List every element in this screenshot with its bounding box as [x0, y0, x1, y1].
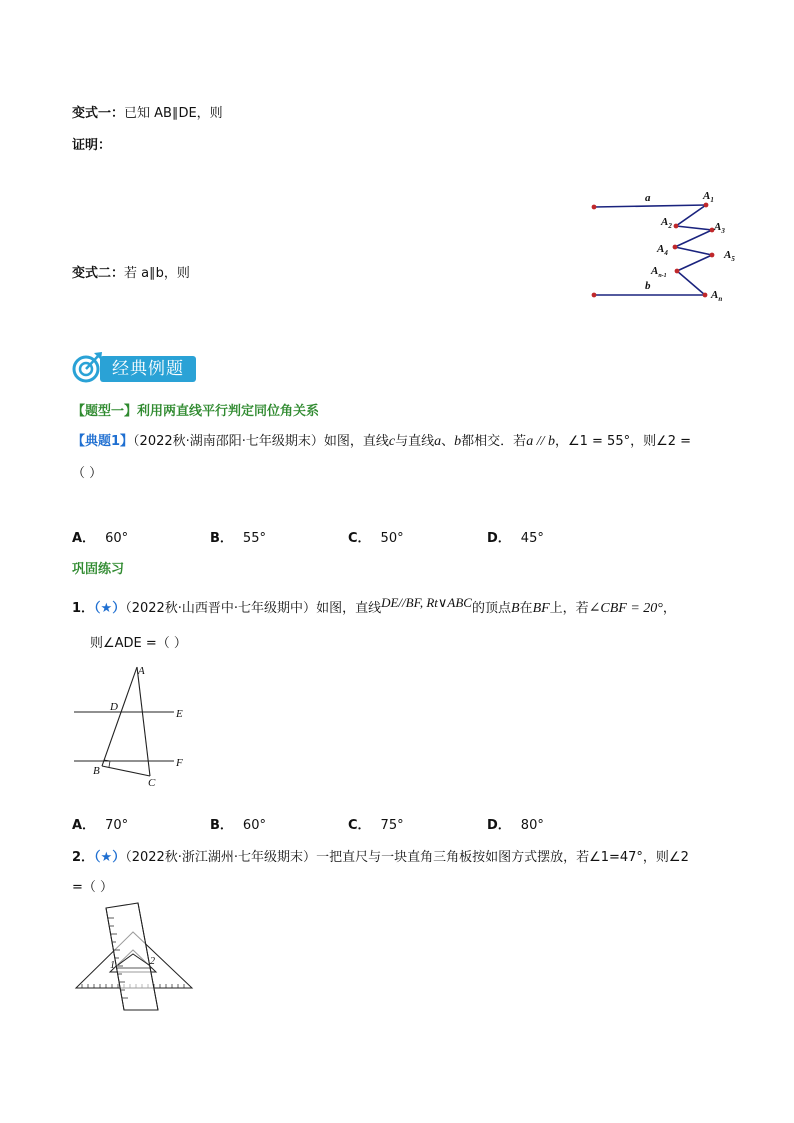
- point-A5: [710, 253, 715, 258]
- example1-option-d[interactable]: D． 45°: [487, 531, 544, 546]
- variant1-label: 变式一：: [72, 106, 125, 121]
- example1-tag: 【典题1】: [72, 434, 134, 449]
- point-A1: [704, 203, 709, 208]
- q1-option-c[interactable]: C． 75°: [348, 818, 404, 833]
- zigzag-path: [675, 205, 712, 295]
- label-b: b: [645, 280, 651, 292]
- point-An-1: [675, 269, 680, 274]
- label-An-1: $A_{n-1}$: [651, 265, 667, 279]
- q1-number: 1．: [72, 601, 95, 616]
- side-AC: [137, 667, 150, 776]
- point-A4: [673, 245, 678, 250]
- example1-question: [72, 430, 691, 450]
- label-A2: $A_2$: [661, 216, 672, 230]
- label-A4: $A_4$: [657, 243, 668, 257]
- q2-source: （2022秋·浙江湖州·七年级期末）: [125, 850, 317, 865]
- q1-line2: 则∠ADE =（ ）: [90, 636, 187, 651]
- q1-question: [72, 597, 676, 617]
- point-a-left: [592, 205, 597, 210]
- line-a: [594, 205, 706, 207]
- example1-source: （2022秋·湖南邵阳·七年级期末）: [133, 434, 324, 449]
- example1-text-d: ，∠1 = 55°，则∠2 =: [554, 434, 692, 449]
- q1-text-c: 在: [519, 601, 533, 616]
- q2-line2: =（ ）: [72, 880, 114, 895]
- fig-label-D: D: [110, 701, 118, 713]
- variant2-label: 变式二：: [72, 266, 125, 281]
- fig-label-E: E: [176, 708, 183, 720]
- variant2: [72, 262, 190, 281]
- section-banner: 经典例题: [100, 356, 196, 382]
- q2-star: （★）: [94, 850, 126, 865]
- var-a: a: [434, 434, 442, 449]
- q2-number: 2．: [72, 850, 95, 865]
- q1-var-B: B: [510, 601, 520, 616]
- fig-label-C: C: [148, 777, 156, 789]
- q1-angle-given: ∠CBF = 20°: [588, 601, 663, 616]
- q1-text-b: 的顶点: [471, 601, 511, 616]
- q1-condition: DE//BF, Rt∨ABC: [381, 595, 472, 610]
- side-AB: [102, 667, 137, 766]
- var-c: c: [388, 434, 396, 449]
- q1-source: （2022秋·山西晋中·七年级期中）: [125, 601, 317, 616]
- zigzag-figure: [585, 185, 745, 310]
- label-An: $A_n$: [711, 289, 723, 303]
- q1-option-a[interactable]: A． 70°: [72, 818, 129, 833]
- example1-text-c: 都相交．若: [461, 434, 527, 449]
- example1-option-c[interactable]: C． 50°: [348, 531, 404, 546]
- angle-1-label: 1: [110, 960, 115, 971]
- example1-text-a: 如图，直线: [323, 434, 389, 449]
- variant2-text: 若 a∥b，则: [124, 266, 190, 281]
- q1-figure: [70, 662, 200, 792]
- angle-2-label: 2: [150, 956, 155, 967]
- q1-var-BF: BF: [532, 601, 550, 616]
- example1-text-b: 与直线: [395, 434, 435, 449]
- zigzag-lines: [594, 205, 712, 295]
- q2-figure: [72, 902, 198, 1012]
- q1-option-b[interactable]: B． 60°: [210, 818, 266, 833]
- proof-label: 证明：: [72, 138, 112, 153]
- example1-condition: a // b: [526, 434, 555, 449]
- q1-text-a: 如图，直线: [316, 601, 382, 616]
- q1-text-e: ，: [662, 601, 676, 616]
- label-A3: $A_3$: [714, 221, 725, 235]
- variant1: [72, 102, 223, 121]
- q2-question: [72, 846, 689, 865]
- var-b: b: [454, 434, 462, 449]
- fig-label-A: A: [138, 665, 145, 677]
- label-A5: $A_5$: [724, 249, 735, 263]
- example1-blank: （ ）: [72, 466, 103, 481]
- q2-text: 一把直尺与一块直角三角板按如图方式摆放，若∠1=47°，则∠2: [316, 850, 689, 865]
- target-icon: [70, 350, 104, 386]
- point-An: [703, 293, 708, 298]
- point-b-left: [592, 293, 597, 298]
- fig-label-F: F: [176, 757, 183, 769]
- fig-label-B: B: [93, 765, 100, 777]
- example1-sep: 、: [441, 434, 455, 449]
- q1-text-d: 上，若: [549, 601, 589, 616]
- point-A2: [674, 224, 679, 229]
- label-a: a: [645, 192, 651, 204]
- q1-star: （★）: [94, 601, 126, 616]
- example1-option-b[interactable]: B． 55°: [210, 531, 266, 546]
- zigzag-points: [592, 203, 715, 298]
- type1-title: 【题型一】利用两直线平行判定同位角关系: [72, 404, 320, 419]
- practice-title: 巩固练习: [72, 562, 125, 577]
- q1-option-d[interactable]: D． 80°: [487, 818, 544, 833]
- side-BC: [102, 766, 150, 776]
- variant1-text: 已知 AB∥DE，则: [124, 106, 223, 121]
- label-A1: $A_1$: [703, 190, 714, 204]
- example1-option-a[interactable]: A． 60°: [72, 531, 129, 546]
